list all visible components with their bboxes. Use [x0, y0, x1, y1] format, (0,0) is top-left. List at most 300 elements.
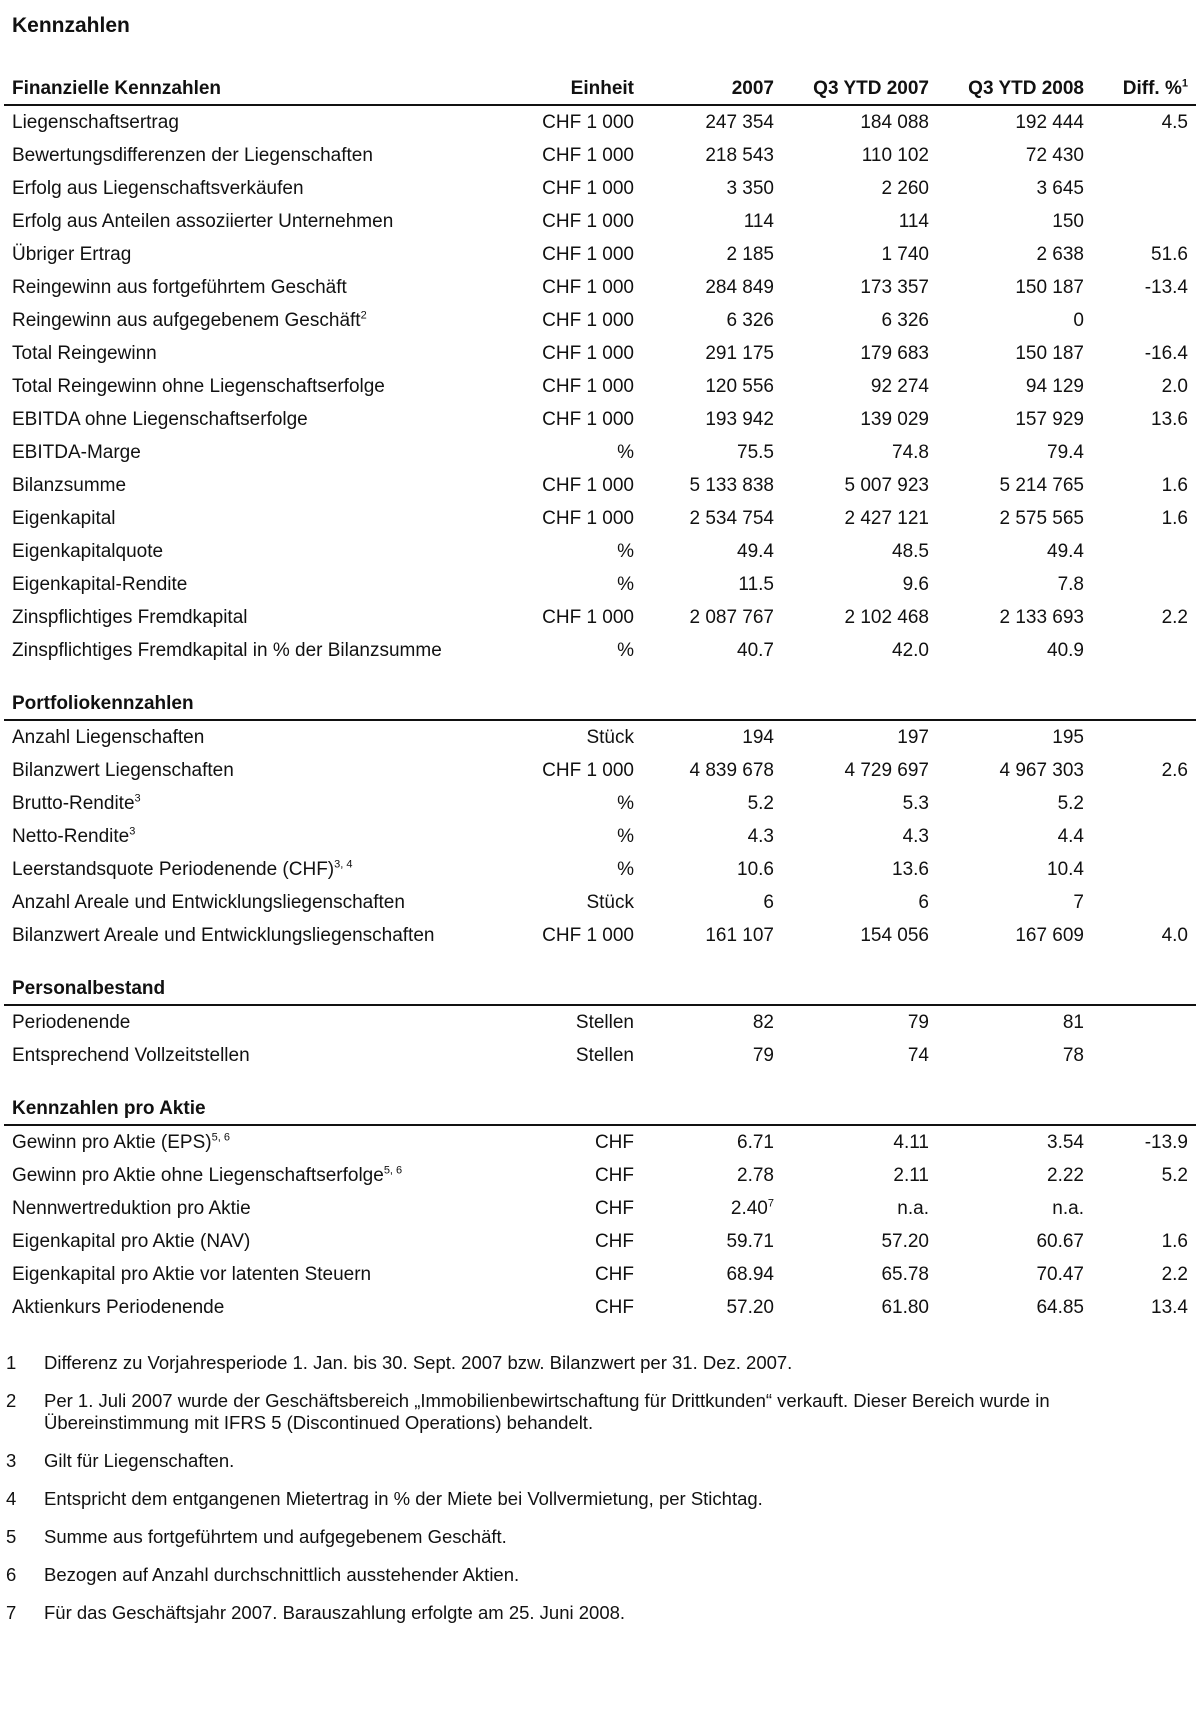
- value-q3-ytd-2008: [937, 1258, 1092, 1291]
- value-q3-ytd-2008: [937, 1192, 1092, 1225]
- cell-value: 49.4: [737, 541, 774, 562]
- table-row: [4, 403, 1196, 436]
- kennzahlen-table-body: [4, 74, 1196, 1324]
- value-q3-ytd-2008: [937, 886, 1092, 919]
- row-label: [4, 1159, 478, 1192]
- row-label: [4, 634, 478, 667]
- value-diff-pct: [1092, 568, 1196, 601]
- value-q3-ytd-2007: [782, 337, 937, 370]
- footnote-ref: 5, 6: [211, 1131, 230, 1144]
- value-q3-ytd-2007: [782, 853, 937, 886]
- cell-value: 4.4: [1057, 826, 1084, 847]
- value-2007: [642, 238, 782, 271]
- row-label: [4, 105, 478, 139]
- value-q3-ytd-2007: [782, 919, 937, 952]
- cell-value: 110 102: [861, 145, 929, 166]
- table-row: [4, 720, 1196, 754]
- cell-value: 72 430: [1025, 145, 1084, 166]
- table-row: [4, 820, 1196, 853]
- value-diff-pct: [1092, 754, 1196, 787]
- value-2007: [642, 754, 782, 787]
- row-label: [4, 853, 478, 886]
- value-q3-ytd-2007: [782, 105, 937, 139]
- table-row: [4, 853, 1196, 886]
- section-header: [4, 689, 1196, 720]
- value-2007: [642, 535, 782, 568]
- cell-value: 197: [897, 727, 929, 748]
- cell-value: 114: [898, 211, 929, 232]
- footnote-text: Per 1. Juli 2007 wurde der Geschäftsbereich „Immobilienbewirtschaftung für Drittkunden“ verkauft. Dieser Bereich wurde in Übereinstimmung mit IFRS 5 (Discontinued Operations) behandelt.: [44, 1390, 1050, 1433]
- value-2007: [642, 568, 782, 601]
- value-diff-pct: [1092, 304, 1196, 337]
- value-diff-pct: [1092, 139, 1196, 172]
- row-label-text: Anzahl Liegenschaften: [12, 727, 205, 748]
- row-label: [4, 754, 478, 787]
- cell-value: 2.40: [730, 1198, 768, 1219]
- cell-value: 2.2: [1161, 1264, 1188, 1285]
- row-label: [4, 720, 478, 754]
- cell-value: 40.9: [1047, 640, 1084, 661]
- row-label-text: Reingewinn aus aufgegebenem Geschäft: [12, 310, 361, 331]
- value-q3-ytd-2008: [937, 1125, 1092, 1159]
- value-q3-ytd-2008: [937, 502, 1092, 535]
- cell-value: 79.4: [1047, 442, 1084, 463]
- table-row: [4, 502, 1196, 535]
- cell-value: 5.2: [1057, 793, 1084, 814]
- row-label: [4, 337, 478, 370]
- column-header: [478, 1094, 642, 1125]
- value-q3-ytd-2008: [937, 469, 1092, 502]
- value-diff-pct: [1092, 535, 1196, 568]
- value-q3-ytd-2008: [937, 535, 1092, 568]
- table-row: [4, 238, 1196, 271]
- column-header: [1092, 1094, 1196, 1125]
- cell-value: 5 133 838: [689, 475, 774, 496]
- value-diff-pct: [1092, 238, 1196, 271]
- value-q3-ytd-2007: [782, 634, 937, 667]
- cell-value: 3 645: [1036, 178, 1084, 199]
- cell-value: 4.3: [747, 826, 774, 847]
- value-q3-ytd-2008: [937, 1291, 1092, 1324]
- row-unit: CHF 1 000: [542, 508, 634, 529]
- section-heading: [4, 689, 478, 720]
- table-row: [4, 1225, 1196, 1258]
- cell-value: 7.8: [1057, 574, 1084, 595]
- row-unit: %: [617, 859, 634, 880]
- value-q3-ytd-2007: [782, 469, 937, 502]
- column-header: [782, 974, 937, 1005]
- cell-value: 70.47: [1036, 1264, 1084, 1285]
- cell-value: 2 575 565: [999, 508, 1084, 529]
- cell-value: 2 534 754: [689, 508, 774, 529]
- row-label: [4, 1258, 478, 1291]
- cell-value: 173 357: [860, 277, 929, 298]
- cell-value: 3.54: [1047, 1132, 1084, 1153]
- row-label: [4, 601, 478, 634]
- row-unit: %: [617, 793, 634, 814]
- value-q3-ytd-2008: [937, 436, 1092, 469]
- column-header: [1092, 689, 1196, 720]
- value-diff-pct: [1092, 502, 1196, 535]
- table-row: [4, 205, 1196, 238]
- row-label-text: Gewinn pro Aktie (EPS): [12, 1132, 212, 1153]
- cell-value: 13.4: [1151, 1297, 1188, 1318]
- footnote: [4, 1450, 1194, 1472]
- cell-value: 82: [752, 1012, 774, 1033]
- value-2007: [642, 720, 782, 754]
- row-label: [4, 1125, 478, 1159]
- column-header-text: 2007: [731, 78, 774, 99]
- spacer-cell: [4, 667, 1196, 689]
- row-unit: CHF: [594, 1165, 634, 1186]
- row-label-text: Aktienkurs Periodenende: [12, 1297, 225, 1318]
- value-2007: [642, 1159, 782, 1192]
- footnote: [4, 1564, 1194, 1586]
- column-header: [478, 974, 642, 1005]
- value-2007: [642, 370, 782, 403]
- cell-value: 6: [918, 892, 929, 913]
- footnote-text: Differenz zu Vorjahresperiode 1. Jan. bis 30. Sept. 2007 bzw. Bilanzwert per 31. Dez. 2007.: [44, 1352, 793, 1373]
- value-diff-pct: [1092, 205, 1196, 238]
- value-2007: [642, 469, 782, 502]
- cell-value: 139 029: [860, 409, 929, 430]
- footnote: [4, 1526, 1194, 1548]
- column-header: [642, 689, 782, 720]
- row-unit: %: [617, 574, 634, 595]
- cell-value: 5 214 765: [999, 475, 1084, 496]
- cell-value: 5.3: [902, 793, 929, 814]
- table-row: [4, 787, 1196, 820]
- value-2007: [642, 1125, 782, 1159]
- row-unit: Stellen: [575, 1012, 634, 1033]
- value-q3-ytd-2007: [782, 1005, 937, 1039]
- spacer-cell: [4, 1072, 1196, 1094]
- cell-value: 179 683: [860, 343, 929, 364]
- column-header: [478, 74, 642, 105]
- value-diff-pct: [1092, 1192, 1196, 1225]
- row-label: [4, 886, 478, 919]
- value-q3-ytd-2008: [937, 634, 1092, 667]
- row-label-text: EBITDA-Marge: [12, 442, 141, 463]
- cell-value: 247 354: [705, 112, 774, 133]
- column-header: [1092, 74, 1196, 105]
- value-q3-ytd-2008: [937, 568, 1092, 601]
- value-q3-ytd-2008: [937, 370, 1092, 403]
- value-q3-ytd-2007: [782, 754, 937, 787]
- cell-value: 4.11: [893, 1132, 929, 1153]
- table-row: [4, 1192, 1196, 1225]
- row-label: [4, 139, 478, 172]
- value-diff-pct: [1092, 787, 1196, 820]
- value-2007: [642, 502, 782, 535]
- row-unit: CHF: [594, 1297, 634, 1318]
- value-2007: [642, 853, 782, 886]
- row-label: [4, 403, 478, 436]
- value-diff-pct: [1092, 403, 1196, 436]
- column-header: [1092, 974, 1196, 1005]
- row-label: [4, 820, 478, 853]
- row-label: [4, 172, 478, 205]
- row-unit: CHF 1 000: [542, 145, 634, 166]
- row-unit: CHF 1 000: [542, 409, 634, 430]
- cell-value: 2.78: [737, 1165, 774, 1186]
- footnote-number: 1: [6, 1352, 17, 1373]
- value-2007: [642, 1225, 782, 1258]
- cell-value: 2.6: [1161, 760, 1188, 781]
- cell-value: 184 088: [860, 112, 929, 133]
- row-unit: CHF 1 000: [542, 475, 634, 496]
- footnote-number: 7: [6, 1602, 17, 1623]
- section-heading: [4, 1094, 478, 1125]
- table-row: [4, 469, 1196, 502]
- cell-value: 192 444: [1015, 112, 1084, 133]
- value-q3-ytd-2007: [782, 535, 937, 568]
- cell-value: 51.6: [1151, 244, 1188, 265]
- cell-value: 114: [743, 211, 774, 232]
- section-header: [4, 974, 1196, 1005]
- row-unit: %: [617, 442, 634, 463]
- row-label: [4, 469, 478, 502]
- cell-value: 68.94: [726, 1264, 774, 1285]
- value-diff-pct: [1092, 172, 1196, 205]
- cell-value: 7: [1073, 892, 1084, 913]
- row-label-text: Übriger Ertrag: [12, 244, 132, 265]
- table-row: [4, 105, 1196, 139]
- table-row: [4, 139, 1196, 172]
- table-row: [4, 919, 1196, 952]
- cell-value: 57.20: [726, 1297, 774, 1318]
- value-2007: [642, 304, 782, 337]
- cell-value: 161 107: [705, 925, 774, 946]
- table-row: [4, 886, 1196, 919]
- footnote-text: Bezogen auf Anzahl durchschnittlich ausstehender Aktien.: [44, 1564, 520, 1585]
- value-q3-ytd-2007: [782, 601, 937, 634]
- value-diff-pct: [1092, 370, 1196, 403]
- footnote-ref: 1: [1181, 77, 1188, 90]
- table-row: [4, 1258, 1196, 1291]
- cell-value: 81: [1062, 1012, 1084, 1033]
- row-unit: Stellen: [575, 1045, 634, 1066]
- value-2007: [642, 337, 782, 370]
- value-q3-ytd-2008: [937, 1005, 1092, 1039]
- value-diff-pct: [1092, 105, 1196, 139]
- value-diff-pct: [1092, 271, 1196, 304]
- value-q3-ytd-2007: [782, 304, 937, 337]
- cell-value: 150 187: [1015, 277, 1084, 298]
- value-q3-ytd-2007: [782, 370, 937, 403]
- value-q3-ytd-2008: [937, 238, 1092, 271]
- table-row: [4, 1005, 1196, 1039]
- row-unit: CHF 1 000: [542, 211, 634, 232]
- row-label-text: EBITDA ohne Liegenschaftserfolge: [12, 409, 308, 430]
- row-unit: %: [617, 640, 634, 661]
- value-2007: [642, 1005, 782, 1039]
- value-diff-pct: [1092, 1159, 1196, 1192]
- value-2007: [642, 1258, 782, 1291]
- row-label: [4, 787, 478, 820]
- cell-value: 2 638: [1036, 244, 1084, 265]
- value-q3-ytd-2008: [937, 720, 1092, 754]
- row-unit: Stück: [586, 727, 634, 748]
- page-title: Kennzahlen: [12, 14, 130, 37]
- value-diff-pct: [1092, 469, 1196, 502]
- cell-value: 120 556: [705, 376, 774, 397]
- value-q3-ytd-2007: [782, 1225, 937, 1258]
- value-2007: [642, 634, 782, 667]
- value-q3-ytd-2008: [937, 919, 1092, 952]
- footnote-number: 6: [6, 1564, 17, 1585]
- section-heading: [4, 974, 478, 1005]
- value-q3-ytd-2007: [782, 1125, 937, 1159]
- value-q3-ytd-2007: [782, 568, 937, 601]
- value-q3-ytd-2008: [937, 271, 1092, 304]
- value-q3-ytd-2007: [782, 1258, 937, 1291]
- row-label-text: Eigenkapital pro Aktie vor latenten Steuern: [12, 1264, 372, 1285]
- cell-value: 79: [907, 1012, 929, 1033]
- row-label: [4, 238, 478, 271]
- row-label-text: Eigenkapitalquote: [12, 541, 164, 562]
- table-row: [4, 172, 1196, 205]
- table-row: [4, 1125, 1196, 1159]
- table-row: [4, 535, 1196, 568]
- column-header: [642, 74, 782, 105]
- row-label: [4, 502, 478, 535]
- value-q3-ytd-2008: [937, 820, 1092, 853]
- row-unit: %: [617, 826, 634, 847]
- cell-value: 4.3: [902, 826, 929, 847]
- cell-value: 3 350: [726, 178, 774, 199]
- row-unit: CHF 1 000: [542, 376, 634, 397]
- column-header: [937, 1094, 1092, 1125]
- value-q3-ytd-2007: [782, 436, 937, 469]
- value-diff-pct: [1092, 820, 1196, 853]
- cell-value: 6: [763, 892, 774, 913]
- row-label-text: Reingewinn aus fortgeführtem Geschäft: [12, 277, 347, 298]
- row-label-text: Zinspflichtiges Fremdkapital in % der Bilanzsumme: [12, 640, 442, 661]
- cell-value: 1.6: [1161, 508, 1188, 529]
- table-row: [4, 1159, 1196, 1192]
- table-row: [4, 601, 1196, 634]
- row-label-text: Erfolg aus Liegenschaftsverkäufen: [12, 178, 304, 199]
- value-2007: [642, 886, 782, 919]
- section-heading: [4, 74, 478, 105]
- row-label-text: Erfolg aus Anteilen assoziierter Unternehmen: [12, 211, 394, 232]
- row-label: [4, 271, 478, 304]
- row-label: [4, 205, 478, 238]
- row-label-text: Leerstandsquote Periodenende (CHF): [12, 859, 335, 880]
- value-diff-pct: [1092, 1291, 1196, 1324]
- cell-value: 5.2: [747, 793, 774, 814]
- value-2007: [642, 1192, 782, 1225]
- value-2007: [642, 172, 782, 205]
- value-q3-ytd-2008: [937, 337, 1092, 370]
- footnotes: [4, 1352, 1194, 1640]
- table-row: [4, 370, 1196, 403]
- value-q3-ytd-2007: [782, 1291, 937, 1324]
- row-label-text: Total Reingewinn ohne Liegenschaftserfolge: [12, 376, 385, 397]
- value-q3-ytd-2008: [937, 139, 1092, 172]
- column-header-text: Diff. %: [1122, 78, 1182, 99]
- column-header: [642, 974, 782, 1005]
- row-unit: CHF: [594, 1264, 634, 1285]
- value-q3-ytd-2007: [782, 271, 937, 304]
- value-q3-ytd-2007: [782, 403, 937, 436]
- value-q3-ytd-2007: [782, 820, 937, 853]
- cell-value: 4 729 697: [844, 760, 929, 781]
- table-row: [4, 271, 1196, 304]
- row-unit: CHF 1 000: [542, 310, 634, 331]
- footnote-ref: 3: [129, 825, 136, 838]
- kennzahlen-table: [4, 74, 1196, 1324]
- value-diff-pct: [1092, 1005, 1196, 1039]
- cell-value: 2 087 767: [689, 607, 774, 628]
- value-q3-ytd-2007: [782, 1159, 937, 1192]
- cell-value: 94 129: [1025, 376, 1084, 397]
- row-label-text: Nennwertreduktion pro Aktie: [12, 1198, 251, 1219]
- column-header: [937, 74, 1092, 105]
- cell-value: 2 133 693: [999, 607, 1084, 628]
- row-label-text: Anzahl Areale und Entwicklungsliegenschaften: [12, 892, 405, 913]
- footnote-text: Gilt für Liegenschaften.: [44, 1450, 235, 1471]
- row-unit: CHF 1 000: [542, 607, 634, 628]
- table-row: [4, 436, 1196, 469]
- cell-value: 1.6: [1161, 475, 1188, 496]
- cell-value: 291 175: [705, 343, 774, 364]
- cell-value: 4.5: [1161, 112, 1188, 133]
- cell-value: 13.6: [892, 859, 929, 880]
- column-header: [937, 974, 1092, 1005]
- cell-value: -13.9: [1144, 1132, 1188, 1153]
- row-unit: CHF: [594, 1132, 634, 1153]
- cell-value: 64.85: [1036, 1297, 1084, 1318]
- cell-value: 6 326: [881, 310, 929, 331]
- cell-value: 5 007 923: [844, 475, 929, 496]
- row-label-text: Eigenkapital-Rendite: [12, 574, 188, 595]
- row-label-text: Gewinn pro Aktie ohne Liegenschaftserfolge: [12, 1165, 384, 1186]
- row-label-text: Bewertungsdifferenzen der Liegenschaften: [12, 145, 373, 166]
- footnote-text: Entspricht dem entgangenen Mietertrag in % der Miete bei Vollvermietung, per Stichtag.: [44, 1488, 763, 1509]
- cell-value: 59.71: [726, 1231, 774, 1252]
- row-unit: Stück: [586, 892, 634, 913]
- value-q3-ytd-2007: [782, 139, 937, 172]
- value-q3-ytd-2008: [937, 105, 1092, 139]
- value-q3-ytd-2008: [937, 853, 1092, 886]
- footnote-number: 5: [6, 1526, 17, 1547]
- footnote-number: 4: [6, 1488, 17, 1509]
- value-diff-pct: [1092, 634, 1196, 667]
- value-diff-pct: [1092, 1225, 1196, 1258]
- cell-value: 48.5: [892, 541, 929, 562]
- value-q3-ytd-2007: [782, 502, 937, 535]
- cell-value: 195: [1052, 727, 1084, 748]
- cell-value: 10.6: [737, 859, 774, 880]
- footnote: [4, 1602, 1194, 1624]
- cell-value: 74: [907, 1045, 929, 1066]
- section-heading-text: Finanzielle Kennzahlen: [12, 78, 222, 99]
- value-diff-pct: [1092, 853, 1196, 886]
- cell-value: 0: [1073, 310, 1084, 331]
- row-label-text: Entsprechend Vollzeitstellen: [12, 1045, 250, 1066]
- footnote-ref: 5, 6: [383, 1164, 403, 1177]
- cell-value: -16.4: [1144, 343, 1188, 364]
- table-row: [4, 337, 1196, 370]
- value-2007: [642, 105, 782, 139]
- cell-value: 154 056: [860, 925, 929, 946]
- row-label-text: Netto-Rendite: [12, 826, 130, 847]
- value-diff-pct: [1092, 919, 1196, 952]
- row-label-text: Bilanzwert Areale und Entwicklungsliegenschaften: [12, 925, 435, 946]
- value-q3-ytd-2007: [782, 172, 937, 205]
